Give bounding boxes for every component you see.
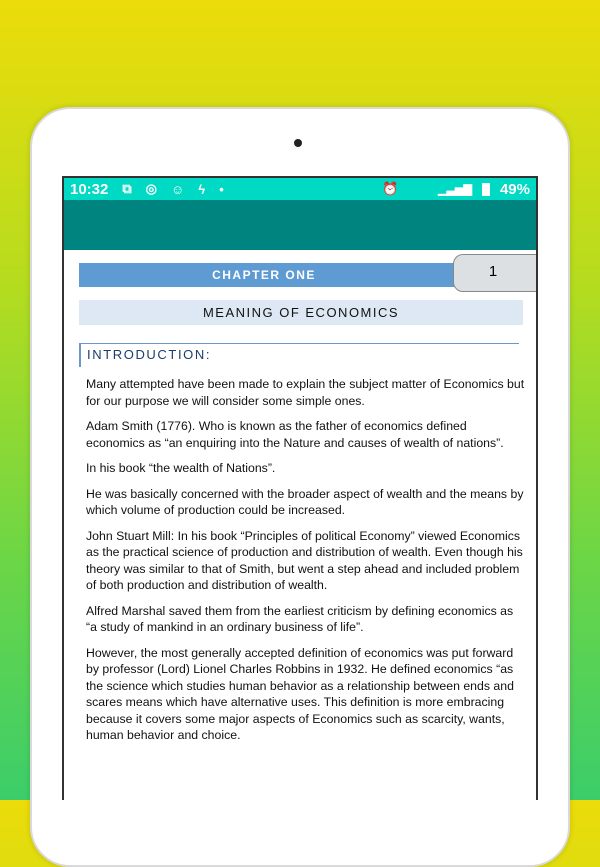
battery-icon (482, 183, 490, 196)
status-bar (64, 178, 536, 200)
page-number-badge: 1 (453, 254, 538, 292)
document-body (86, 376, 526, 753)
screencast-icon: ⧉ (122, 181, 132, 196)
page-title: MEANING OF ECONOMICS (79, 300, 523, 325)
paragraph: Many attempted have been made to explain the subject matter of Economics but for our purpose we will consider some simple ones. (86, 377, 525, 408)
paragraph: He was basically concerned with the broader aspect of wealth and the means by which volume of production could be increased. (86, 486, 524, 517)
dot-icon: • (219, 181, 224, 197)
chapter-heading: CHAPTER ONE (79, 263, 457, 287)
app-notification-icon: ☺ (171, 181, 185, 197)
section-heading: INTRODUCTION: (79, 343, 519, 367)
paragraph: John Stuart Mill: In his book “Principles of political Economy” viewed Economics as the practical science of production and distribution of wealth. Even though his theory was similar to that of Smith, but went a step ahead and included problem of both production and distribution of wealth. (86, 528, 523, 592)
paragraph: Alfred Marshal saved them from the earliest criticism by defining economics as “a study of mankind in an ordinary business of life”. (86, 603, 514, 634)
camera-icon (294, 139, 302, 147)
paragraph: In his book “the wealth of Nations”. (86, 461, 276, 475)
charging-icon: ϟ (198, 181, 206, 197)
screen (62, 176, 538, 800)
paragraph: However, the most generally accepted definition of economics was put forward by professor (Lord) Lionel Charles Robbins in 1932. He defined economics “as the science which studies human behavior as a relationship between ends and scares means which have alternative uses. This definition is more embracing because it covers some major aspects of Economics such as scarcity, wants, human behavior and choice. (86, 645, 514, 742)
app-bar (64, 200, 536, 250)
battery-level: 49% (499, 180, 530, 198)
hotspot-icon: ◎ (145, 181, 158, 196)
signal-icon: ▁▃▅▇ (438, 183, 472, 196)
paragraph: Adam Smith (1776). Who is known as the father of economics defined economics as “an enquiring into the Nature and causes of wealth of nations”. (86, 419, 504, 450)
status-time: 10:32 (70, 180, 109, 198)
alarm-icon: ⏰ (381, 181, 399, 196)
